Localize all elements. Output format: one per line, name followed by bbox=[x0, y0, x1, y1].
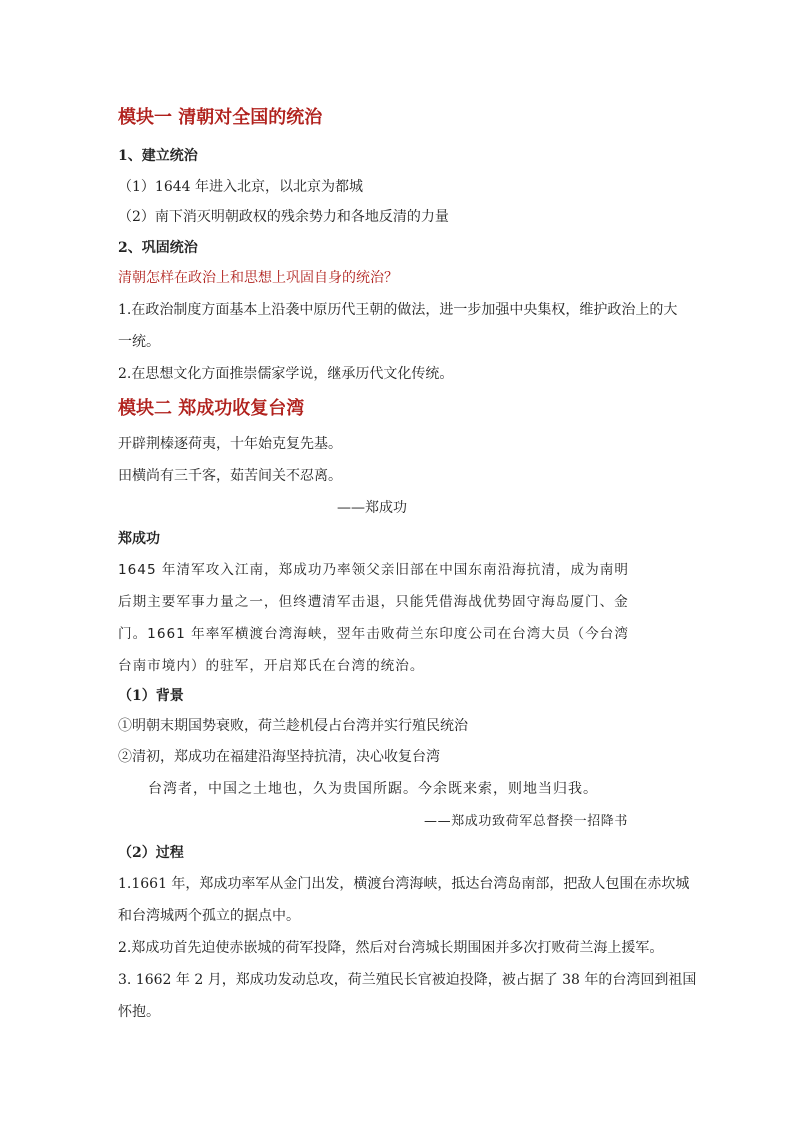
list-item: 2.郑成功首先迫使赤嵌城的荷军投降，然后对台湾城长期围困并多次打败荷兰海上援军。 bbox=[118, 940, 664, 956]
bio-line: 门。1661 年率军横渡台湾海峡，翌年击败荷兰东印度公司在台湾大员（今台湾 bbox=[118, 626, 629, 642]
bio-title: 郑成功 bbox=[118, 531, 160, 547]
poem-line: 开辟荆榛逐荷夷，十年始克复先基。 bbox=[118, 436, 342, 452]
answer-text: 1.在政治制度方面基本上沿袭中原历代王朝的做法，进一步加强中央集权，维护政治上的大 bbox=[118, 302, 678, 318]
process-title: （2）过程 bbox=[118, 845, 184, 861]
list-item: 3. 1662 年 2 月，郑成功发动总攻，荷兰殖民长官被迫投降，被占据了 38 年的台湾回到祖国 bbox=[118, 972, 697, 988]
section-establish-title: 1、建立统治 bbox=[118, 148, 198, 164]
bio-line: 1645 年清军攻入江南，郑成功乃率领父亲旧部在中国东南沿海抗清，成为南明 bbox=[118, 562, 629, 578]
bio-line: 台南市境内）的驻军，开启郑氏在台湾的统治。 bbox=[118, 658, 425, 674]
list-item: 1.1661 年，郑成功率军从金门出发，横渡台湾海峡，抵达台湾岛南部，把敌人包围在赤坎城 bbox=[118, 876, 690, 892]
list-item: 和台湾城两个孤立的据点中。 bbox=[118, 908, 300, 924]
section-consolidate-title: 2、巩固统治 bbox=[118, 240, 198, 256]
module2-title: 模块二 郑成功收复台湾 bbox=[118, 398, 305, 419]
poem-author: ——郑成功 bbox=[337, 500, 407, 516]
quote-text: 台湾者，中国之土地也，久为贵国所踞。今余既来索，则地当归我。 bbox=[148, 781, 598, 797]
bio-line: 后期主要军事力量之一，但终遭清军击退，只能凭借海战优势固守海岛厦门、金 bbox=[118, 594, 629, 610]
question-text: 清朝怎样在政治上和思想上巩固自身的统治？ bbox=[118, 270, 398, 286]
answer-text: 2.在思想文化方面推崇儒家学说，继承历代文化传统。 bbox=[118, 366, 454, 382]
list-item: 怀抱。 bbox=[118, 1004, 160, 1020]
list-item: （2）南下消灭明朝政权的残余势力和各地反清的力量 bbox=[118, 209, 449, 225]
module1-title: 模块一 清朝对全国的统治 bbox=[118, 107, 323, 128]
poem-line: 田横尚有三千客，茹苦间关不忍离。 bbox=[118, 468, 342, 484]
list-item: ②清初，郑成功在福建沿海坚持抗清，决心收复台湾 bbox=[118, 749, 440, 765]
list-item: ①明朝末期国势衰败，荷兰趁机侵占台湾并实行殖民统治 bbox=[118, 718, 468, 734]
list-item: （1）1644 年进入北京，以北京为都城 bbox=[118, 179, 363, 195]
quote-source: ——郑成功致荷军总督揆一招降书 bbox=[424, 814, 629, 829]
answer-text: 一统。 bbox=[118, 334, 160, 350]
background-title: （1）背景 bbox=[118, 688, 184, 704]
